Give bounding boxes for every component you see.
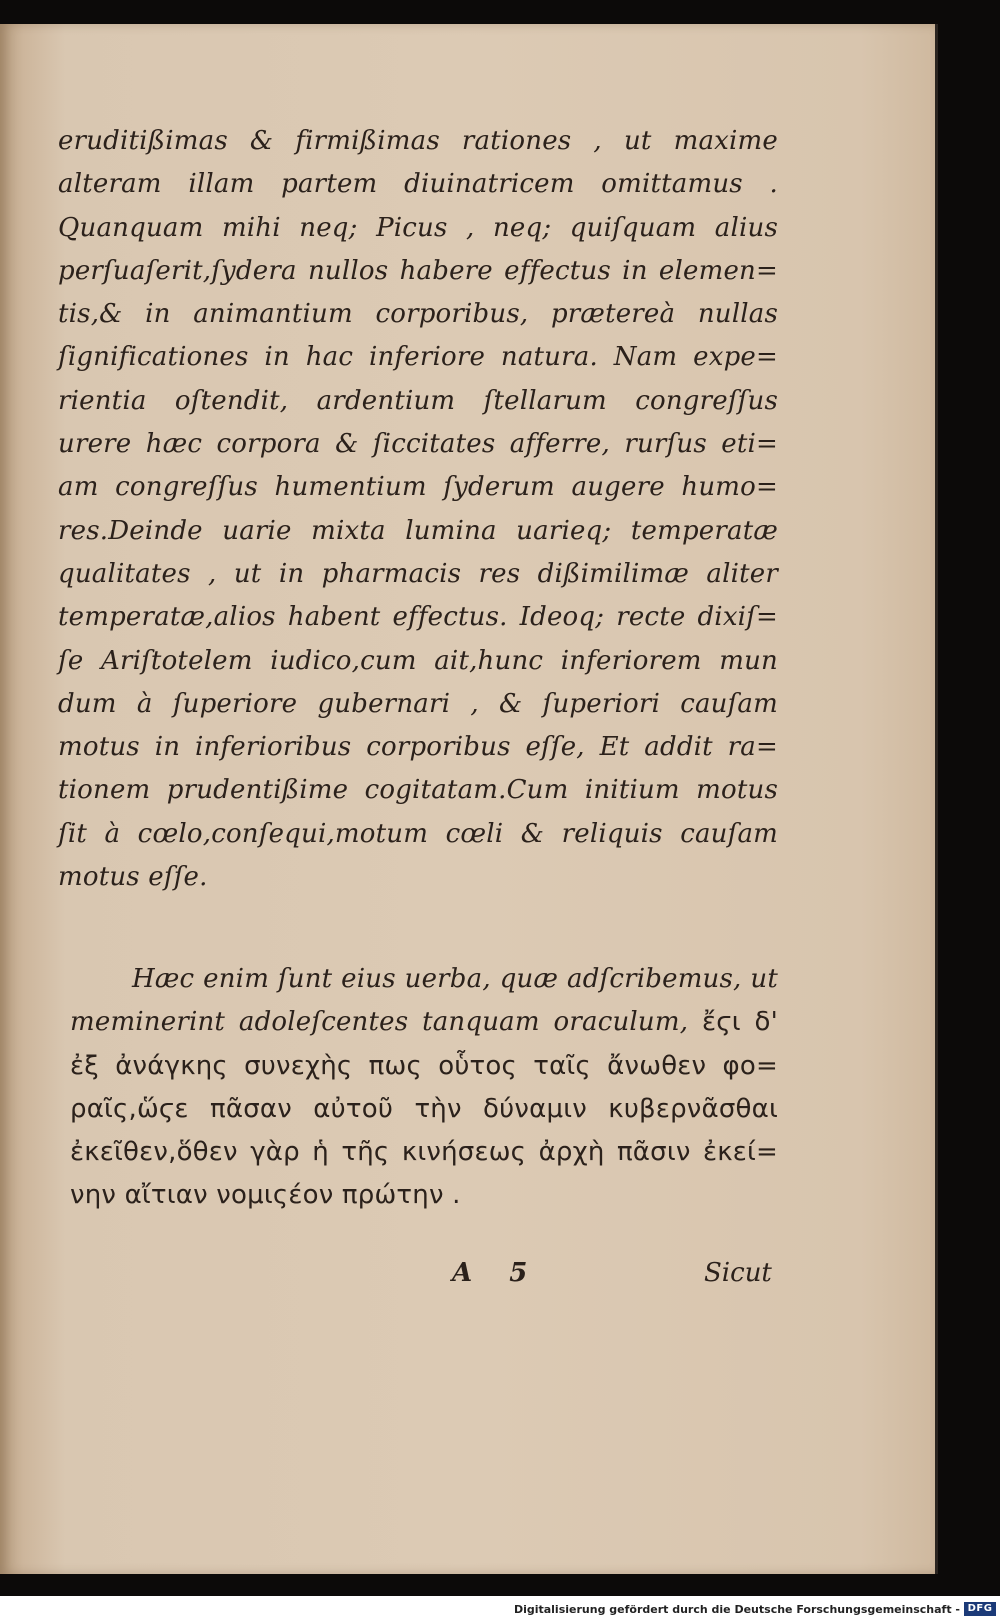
text-line: am congreſſus humentium ſyderum augere humo= [58,472,778,503]
latin-text: meminerint adoleſcentes tanquam oraculum, [70,1007,689,1038]
greek-line: ραῖς,ὥϛε πᾶσαν αὐτοῦ τὴν δύναμιν κυβερνᾶσθαι [70,1093,778,1124]
text-line: Quanquam mihi neq; Picus , neq; quiſquam alius [58,212,778,243]
paragraph-1 [58,120,778,899]
greek-line: ἐκεῖθεν,ὅθεν γὰρ ἡ τῆς κινήσεως ἀρχὴ πᾶσιν ἐκεί= [70,1137,778,1168]
text-line: perſuaſerit,ſydera nullos habere effectus in elemen= [58,255,778,286]
text-line: tis,& in animantium corporibus, prætereà nullas [58,299,778,330]
text-line: ſignificationes in hac inferiore natura. Nam expe= [58,342,778,373]
signature-mark: A 5 [452,1258,542,1288]
greek-line: ἐξ ἀνάγκης συνεχὴς πως οὗτος ταῖς ἄνωθεν φο= [70,1050,778,1081]
text-line: ſit à cœlo,conſequi,motum cœli & reliquis cauſam [58,818,778,849]
greek-line: νην αἴτιαν νομιςέον πρώτην . [70,1180,461,1211]
text-line-mixed [70,1001,778,1044]
footer-bar [0,1596,1000,1620]
text-line: urere hæc corpora & ſiccitates afferre, rurſus eti= [58,429,778,460]
catchword: Sicut [704,1258,772,1288]
funding-credit: Digitalisierung gefördert durch die Deutsche Forschungsgemeinschaft - [513,1603,960,1616]
text-line: Hæc enim ſunt eius uerba, quæ adſcribemus, ut [132,964,778,994]
text-line: tionem prudentißime cogitatam.Cum initium motus [58,775,778,806]
text-line: temperatæ,alios habent effectus. Ideoq; recte dixiſ= [58,602,778,633]
text-line: motus eſſe. [58,862,208,893]
paragraph-2 [70,958,778,1218]
text-line: motus in inferioribus corporibus eſſe, Et addit ra= [58,732,778,763]
text-line: res.Deinde uarie mixta lumina uarieq; temperatæ [58,515,778,546]
text-line: eruditißimas & firmißimas rationes , ut maxime [58,126,778,156]
dfg-logo: DFG [964,1602,996,1616]
text-line: rientia oſtendit, ardentium ſtellarum congreſſus [58,385,778,416]
text-line: dum à ſuperiore gubernari , & ſuperiori cauſam [58,688,778,719]
text-line: qualitates , ut in pharmacis res dißimilimæ aliter [58,558,778,589]
text-line: ſe Ariſtotelem iudico,cum ait,hunc inferiorem mun [58,645,778,676]
greek-text: ἔϛι δ' [702,1007,778,1038]
text-line: alteram illam partem diuinatricem omittamus . [58,169,778,200]
